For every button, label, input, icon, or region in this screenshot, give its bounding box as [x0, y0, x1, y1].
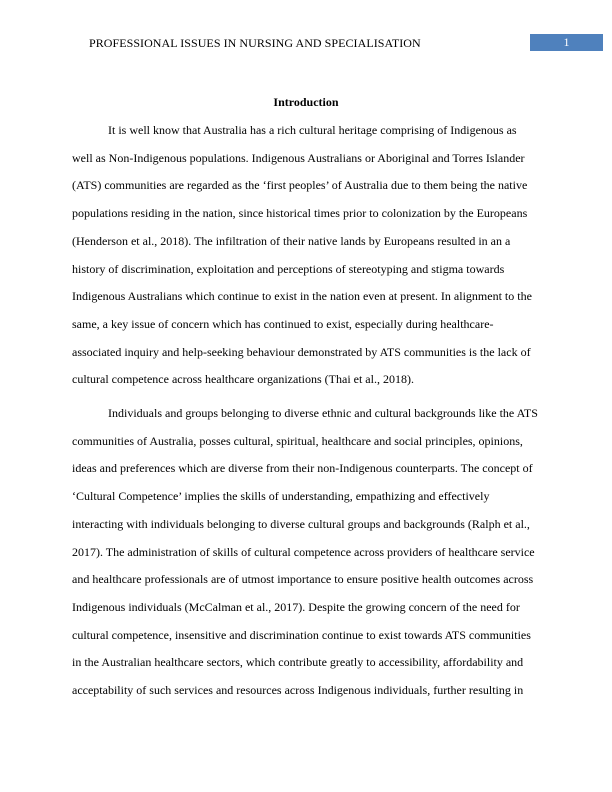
section-heading: Introduction [273, 95, 339, 109]
body-paragraph: Individuals and groups belonging to diverse ethnic and cultural backgrounds like the ATS communities of Australia, posses cultural, spiritual, healthcare and social principles, opinions, ideas and preferences which are diverse from their non-Indigenous counterparts. The concept of ‘Cultural Competence’ implies the skills of understanding, empathizing and effectively interacting with individuals belonging to diverse cultural groups and backgrounds (Ralph et al., 2017). The administration of skills of cultural competence across providers of healthcare service and healthcare professionals are of utmost importance to ensure positive health outcomes across Indigenous individuals (McCalman et al., 2017). Despite the growing concern of the need for cultural competence, insensitive and discrimination continue to exist towards ATS communities in the Australian healthcare sectors, which contribute greatly to accessibility, affordability and acceptability of such services and resources across Indigenous individuals, further resulting in [72, 406, 538, 698]
page-number: 1 [530, 34, 603, 51]
running-head: PROFESSIONAL ISSUES IN NURSING AND SPECIALISATION [89, 36, 421, 50]
body-paragraph: It is well know that Australia has a rich cultural heritage comprising of Indigenous as well as Non-Indigenous populations. Indigenous Australians or Aboriginal and Torres Islander (ATS) communities are regarded as the ‘first peoples’ of Australia due to them being the native populations residing in the nation, since historical times prior to colonization by the Europeans (Henderson et al., 2018). The infiltration of their native lands by Europeans resulted in an a history of discrimination, exploitation and perceptions of stereotyping and stigma towards Indigenous Australians which continue to exist in the nation even at present. In alignment to the same, a key issue of concern which has continued to exist, especially during healthcare-associated inquiry and help-seeking behaviour demonstrated by ATS communities is the lack of cultural competence across healthcare organizations (Thai et al., 2018). [72, 123, 532, 387]
